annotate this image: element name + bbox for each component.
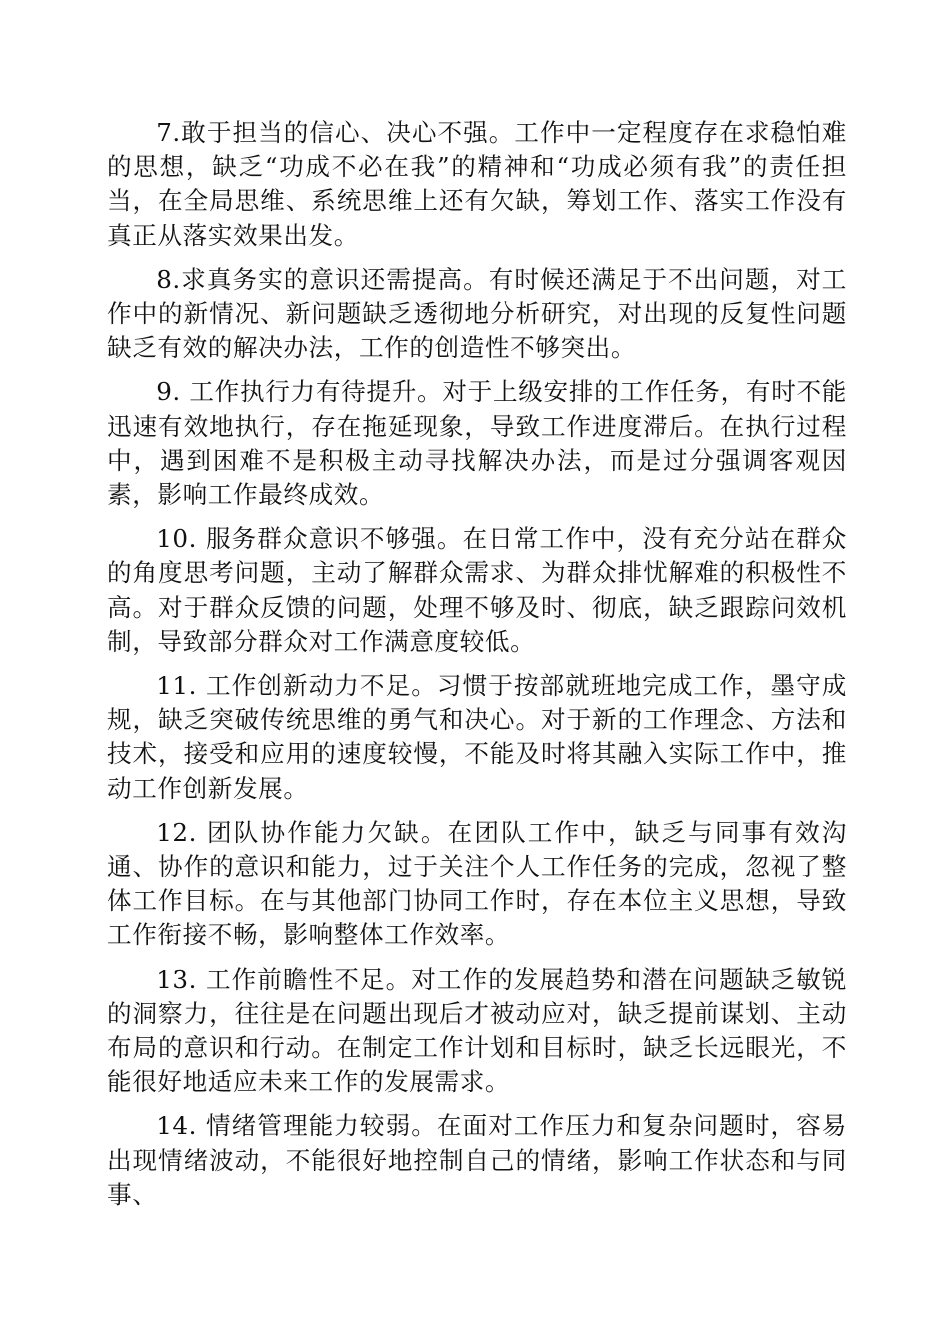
paragraph-item-13: 13. 工作前瞻性不足。对工作的发展趋势和潜在问题缺乏敏锐的洞察力，往往是在问题出现后才被动应对，缺乏提前谋划、主动布局的意识和行动。在制定工作计划和目标时，缺乏长远眼光，不能很好地适应未来工作的发展需求。 bbox=[107, 964, 847, 1097]
paragraph-item-10: 10. 服务群众意识不够强。在日常工作中，没有充分站在群众的角度思考问题，主动了解群众需求、为群众排忧解难的积极性不高。对于群众反馈的问题，处理不够及时、彻底，缺乏跟踪问效机制，导致部分群众对工作满意度较低。 bbox=[107, 524, 847, 656]
document-body bbox=[107, 116, 847, 1222]
paragraph-item-9: 9. 工作执行力有待提升。对于上级安排的工作任务，有时不能迅速有效地执行，存在拖延现象，导致工作进度滞后。在执行过程中，遇到困难不是积极主动寻找解决办法，而是过分强调客观因素，影响工作最终成效。 bbox=[107, 377, 847, 510]
paragraph-item-8: 8.求真务实的意识还需提高。有时候还满足于不出问题，对工作中的新情况、新问题缺乏透彻地分析研究，对出现的反复性问题缺乏有效的解决办法，工作的创造性不够突出。 bbox=[107, 264, 847, 363]
paragraph-item-14: 14. 情绪管理能力较弱。在面对工作压力和复杂问题时，容易出现情绪波动，不能很好地控制自己的情绪，影响工作状态和与同事、 bbox=[107, 1111, 847, 1209]
paragraph-item-11: 11. 工作创新动力不足。习惯于按部就班地完成工作，墨守成规，缺乏突破传统思维的勇气和决心。对于新的工作理念、方法和技术，接受和应用的速度较慢，不能及时将其融入实际工作中，推动工作创新发展。 bbox=[107, 671, 847, 803]
paragraph-item-7: 7.敢于担当的信心、决心不强。工作中一定程度存在求稳怕难的思想，缺乏“功成不必在我”的精神和“功成必须有我”的责任担当，在全局思维、系统思维上还有欠缺，筹划工作、落实工作没有真正从落实效果出发。 bbox=[107, 118, 847, 250]
paragraph-item-12: 12. 团队协作能力欠缺。在团队工作中，缺乏与同事有效沟通、协作的意识和能力，过于关注个人工作任务的完成，忽视了整体工作目标。在与其他部门协同工作时，存在本位主义思想，导致工作衔接不畅，影响整体工作效率。 bbox=[107, 817, 847, 950]
